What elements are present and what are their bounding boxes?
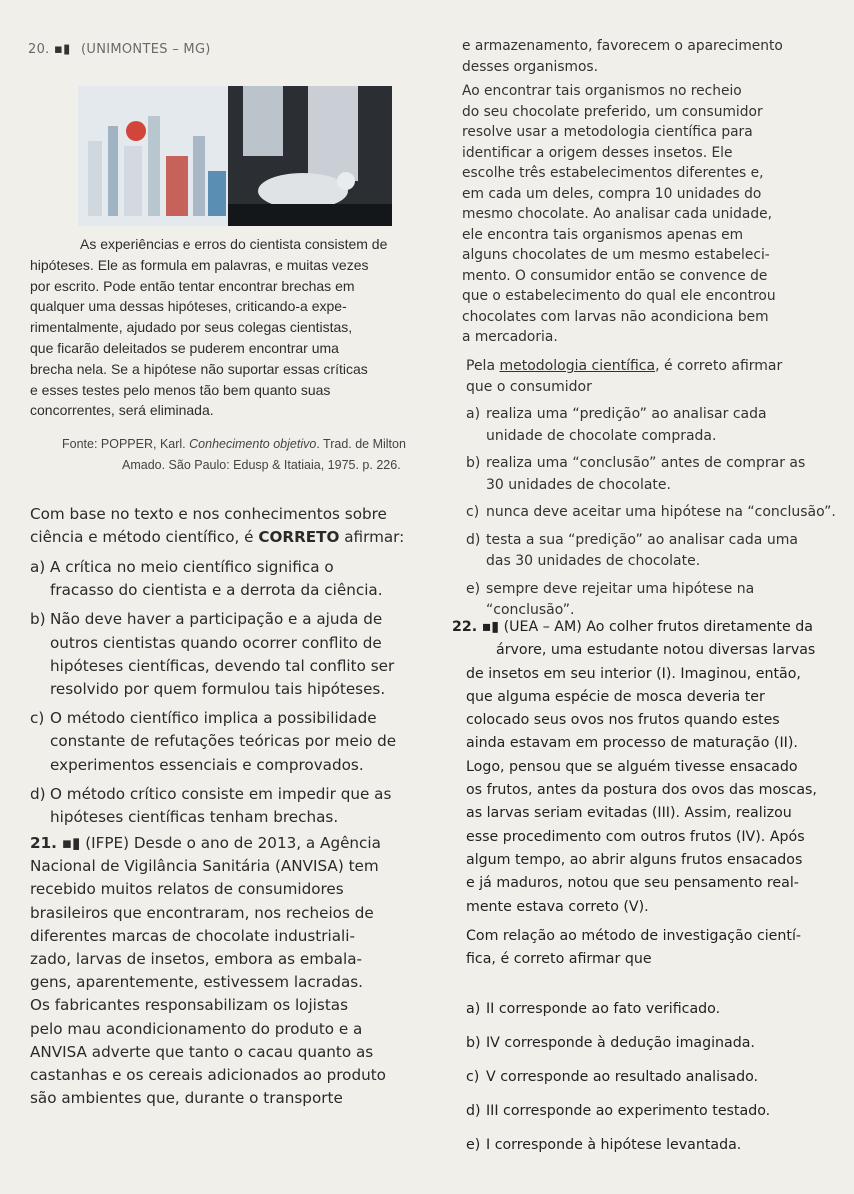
option-line: A crítica no meio científico significa o [50, 558, 334, 576]
q21-cont-line: resolve usar a metodologia científica para [462, 124, 753, 140]
option-line: “conclusão”. [486, 602, 575, 618]
q22-line: algum tempo, ao abrir alguns frutos ensacados [466, 851, 803, 868]
stem-line [30, 526, 442, 549]
q21-cont-line: ele encontra tais organismos apenas em [462, 226, 744, 243]
caption-line: rimentalmente, ajudado por seus colegas cientistas, [30, 319, 353, 336]
q21-option-b[interactable] [466, 453, 851, 496]
reference-line-1 [62, 434, 406, 455]
q22-line: (UEA – AM) Ao colher frutos diretamente da [503, 619, 813, 635]
q22-stem-line: fica, é correto afirmar que [466, 951, 652, 968]
q21-stem [466, 356, 846, 397]
q21-option-a[interactable] [466, 404, 851, 447]
option-letter: c) [30, 709, 45, 728]
q22-option-d[interactable] [466, 1100, 846, 1123]
q21-cont-line: escolhe três estabelecimentos diferentes e, [462, 165, 764, 181]
option-line: Não deve haver a participação e a ajuda de [50, 610, 383, 629]
option-letter: b) [30, 610, 46, 629]
option-line: hipóteses científicas tenham brechas. [50, 808, 339, 827]
photo-illustration [78, 86, 392, 226]
option-line: 30 unidades de chocolate. [486, 476, 671, 493]
q22-line: mente estava correto (V). [466, 898, 649, 915]
q22-option-c[interactable] [466, 1066, 846, 1089]
q21-line: recebido muitos relatos de consumidores [30, 880, 344, 899]
option-line: hipóteses científicas, devendo tal conflito ser [50, 656, 395, 675]
q21-line: diferentes marcas de chocolate industriali- [30, 926, 355, 945]
q21-cont-line: chocolates com larvas não acondiciona bem [462, 308, 769, 325]
q21-cont-line: identificar a origem desses insetos. Ele [462, 144, 733, 161]
q20-number: 20. [28, 42, 50, 57]
option-letter: c) [466, 504, 480, 520]
q21-continuation [462, 36, 842, 348]
option-c[interactable] [30, 707, 445, 777]
signal-bars-icon: ▪▮ [481, 619, 500, 635]
option-line: testa a sua “predição” ao analisar cada uma [486, 531, 798, 548]
q22-line: esse procedimento com outros frutos (IV). Após [466, 828, 805, 845]
option-line: O método científico implica a possibilidade [50, 709, 377, 728]
caption-line: qualquer uma dessas hipóteses, criticando-a expe- [30, 298, 347, 315]
q21-stem-line [466, 356, 846, 377]
stem-underlined: metodologia científica [499, 358, 656, 374]
option-line: realiza uma “conclusão” antes de comprar as [486, 455, 806, 471]
q22-line: Logo, pensou que se alguém tivesse ensacado [466, 758, 798, 775]
lab-rat-photo [78, 86, 392, 226]
reference-prefix: Fonte: POPPER, Karl. [62, 437, 190, 451]
caption-line: concorrentes, será eliminada. [30, 402, 214, 419]
q22-option-e[interactable] [466, 1134, 846, 1157]
q21-text [30, 832, 450, 1110]
signal-bars-icon: ▪▮ [54, 42, 71, 57]
option-line: nunca deve aceitar uma hipótese na “conclusão”. [486, 504, 836, 520]
q21-cont-line: do seu chocolate preferido, um consumidor [462, 103, 763, 120]
option-line: experimentos essenciais e comprovados. [50, 755, 364, 774]
q21-option-c[interactable] [466, 502, 851, 524]
q22-line: colocado seus ovos nos frutos quando estes [466, 712, 780, 729]
stem-suffix: , é correto afirmar [655, 358, 783, 374]
option-text: III corresponde ao experimento testado. [486, 1103, 771, 1119]
reference-line-2: Amado. São Paulo: Edusp & Itatiaia, 1975. p. 226. [122, 458, 401, 472]
option-letter: e) [466, 1137, 481, 1153]
q21-cont-line: a mercadoria. [462, 329, 558, 345]
q21-line: ANVISA adverte que tanto o cacau quanto as [30, 1042, 374, 1061]
option-line: outros cientistas quando ocorrer conflito de [50, 633, 382, 652]
q21-option-d[interactable] [466, 530, 851, 573]
q22-line: árvore, uma estudante notou diversas larvas [496, 642, 816, 659]
q21-cont-line: que o estabelecimento do qual ele encontrou [462, 288, 776, 304]
q21-line: pelo mau acondicionamento do produto e a [30, 1019, 363, 1038]
q21-first-line [30, 832, 450, 855]
q21-stem-line: que o consumidor [466, 378, 592, 395]
caption-line: brecha nela. Se a hipótese não suportar essas críticas [30, 360, 368, 377]
option-letter: b) [466, 1035, 481, 1051]
q22-option-a[interactable] [466, 998, 846, 1021]
option-text: V corresponde ao resultado analisado. [486, 1069, 759, 1085]
option-line: sempre deve rejeitar uma hipótese na [486, 580, 755, 597]
q20-options [30, 556, 445, 829]
q21-line: Nacional de Vigilância Sanitária (ANVISA) tem [30, 857, 379, 876]
q21-line: são ambientes que, durante o transporte [30, 1089, 343, 1108]
stem-prefix: Pela [466, 358, 500, 374]
q21-number: 21. [30, 834, 57, 852]
option-letter: a) [466, 1001, 481, 1017]
q22-line: e já maduros, notou que seu pensamento real- [466, 875, 799, 892]
q22-stem-line: Com relação ao método de investigação cientí- [466, 927, 802, 944]
q20-stem [30, 503, 442, 549]
reference-title: Conhecimento objetivo [189, 437, 317, 451]
option-line: constante de refutações teóricas por meio de [50, 732, 397, 751]
q21-line: zado, larvas de insetos, embora as embala- [30, 950, 362, 969]
caption-line: e esses testes pelo menos tão bem quanto suas [30, 381, 331, 398]
caption-line: que ficarão deleitados se puderem encontrar uma [30, 339, 339, 356]
stem-text: ciência e método científico, é [30, 528, 259, 547]
q21-line: brasileiros que encontraram, nos recheios de [30, 903, 374, 922]
option-line: das 30 unidades de chocolate. [486, 553, 701, 569]
option-text: II corresponde ao fato verificado. [486, 1001, 721, 1017]
q22-first-line [452, 616, 848, 639]
q21-cont-line: em cada um deles, compra 10 unidades do [462, 185, 762, 202]
caption-line: As experiências e erros do cientista consistem de [80, 236, 388, 252]
q21-line: Os fabricantes responsabilizam os lojistas [30, 996, 348, 1015]
q20-text [30, 234, 410, 421]
q21-options [466, 404, 851, 622]
q22-number: 22. [452, 619, 478, 635]
q22-text [452, 616, 848, 971]
option-letter: d) [30, 784, 46, 803]
option-letter: d) [466, 1103, 481, 1119]
q21-line: gens, aparentemente, estivessem lacradas. [30, 973, 363, 992]
q21-cont-line: alguns chocolates de um mesmo estabeleci- [462, 247, 770, 263]
option-text: IV corresponde à dedução imaginada. [486, 1035, 755, 1051]
option-letter: d) [466, 531, 481, 548]
q21-line: (IFPE) Desde o ano de 2013, a Agência [85, 834, 381, 852]
stem-end: afirmar: [339, 528, 405, 547]
stem-bold: CORRETO [258, 528, 340, 547]
option-letter: a) [466, 406, 481, 422]
option-line: O método crítico consiste em impedir que as [50, 784, 392, 803]
q20-header [28, 42, 211, 57]
signal-bars-icon: ▪▮ [61, 834, 81, 852]
option-letter: e) [466, 580, 481, 597]
option-b[interactable] [30, 608, 445, 701]
option-letter: c) [466, 1069, 480, 1085]
option-d[interactable] [30, 783, 445, 829]
q21-cont-line: mento. O consumidor então se convence de [462, 267, 768, 284]
q21-line: castanhas e os cereais adicionados ao produto [30, 1066, 386, 1085]
q22-line: que alguma espécie de mosca deveria ter [466, 688, 765, 705]
option-line: unidade de chocolate comprada. [486, 427, 717, 444]
q22-line: de insetos em seu interior (I). Imaginou, então, [466, 665, 801, 682]
option-letter: b) [466, 455, 481, 471]
q22-options [466, 998, 846, 1157]
option-a[interactable] [30, 556, 445, 602]
q21-cont-line: desses organismos. [462, 58, 598, 75]
option-line: resolvido por quem formulou tais hipóteses. [50, 680, 386, 699]
q22-line: as larvas seriam evitadas (III). Assim, realizou [466, 805, 792, 822]
q20-source: (UNIMONTES – MG) [81, 42, 211, 57]
q21-cont-line: Ao encontrar tais organismos no recheio [462, 83, 742, 99]
option-line: realiza uma “predição” ao analisar cada [486, 406, 767, 422]
q20-reference [62, 434, 406, 476]
reference-suffix: . Trad. de Milton [316, 437, 406, 451]
q22-option-b[interactable] [466, 1032, 846, 1055]
caption-line: hipóteses. Ele as formula em palavras, e muitas vezes [30, 256, 369, 273]
option-text: I corresponde à hipótese levantada. [486, 1137, 742, 1153]
q21-cont-line: e armazenamento, favorecem o aparecimento [462, 38, 783, 54]
caption-line: por escrito. Pode então tentar encontrar brechas em [30, 277, 355, 294]
option-line: fracasso do cientista e a derrota da ciência. [50, 581, 383, 600]
stem-line: Com base no texto e nos conhecimentos sobre [30, 505, 387, 523]
q21-cont-line: mesmo chocolate. Ao analisar cada unidade, [462, 206, 772, 222]
q22-line: ainda estavam em processo de maturação (II). [466, 735, 798, 752]
q22-line: os frutos, antes da postura dos ovos das moscas, [466, 782, 817, 799]
option-letter: a) [30, 558, 46, 576]
